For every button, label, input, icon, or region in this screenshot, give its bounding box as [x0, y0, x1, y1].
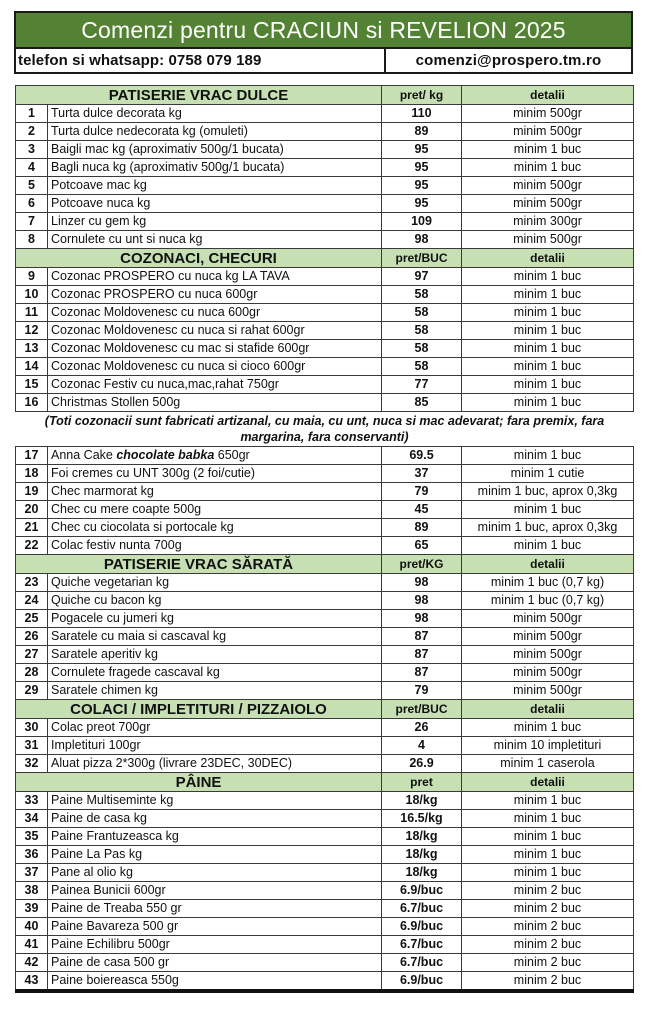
item-name: Cornulete fragede cascaval kg: [48, 664, 382, 682]
item-number: 5: [16, 177, 48, 195]
item-number: 25: [16, 610, 48, 628]
item-price: 45: [382, 501, 462, 519]
item-details: minim 1 buc: [462, 376, 634, 394]
item-details: minim 1 buc: [462, 537, 634, 555]
item-number: 19: [16, 483, 48, 501]
item-price: 65: [382, 537, 462, 555]
section-title: COZONACI, CHECURI: [16, 249, 382, 268]
item-name: Paine Bavareza 500 gr: [48, 918, 382, 936]
item-name: Saratele cu maia si cascaval kg: [48, 628, 382, 646]
section-header: [16, 249, 634, 268]
item-name: Potcoave nuca kg: [48, 195, 382, 213]
item-details: minim 2 buc: [462, 900, 634, 918]
item-price: 26: [382, 719, 462, 737]
table-row: [16, 574, 634, 592]
item-details: minim 1 buc: [462, 159, 634, 177]
item-number: 12: [16, 322, 48, 340]
item-details: minim 2 buc: [462, 936, 634, 954]
item-details: minim 500gr: [462, 177, 634, 195]
item-details: minim 1 buc: [462, 501, 634, 519]
item-price: 18/kg: [382, 792, 462, 810]
item-number: 22: [16, 537, 48, 555]
item-number: 8: [16, 231, 48, 249]
item-details: minim 1 buc: [462, 846, 634, 864]
section-header: [16, 555, 634, 574]
item-name: Paine de casa kg: [48, 810, 382, 828]
item-details: minim 500gr: [462, 682, 634, 700]
section-header: [16, 700, 634, 719]
item-price: 109: [382, 213, 462, 231]
table-row: [16, 394, 634, 412]
item-number: 10: [16, 286, 48, 304]
item-name-suffix: 650gr: [214, 448, 250, 462]
item-price: 26.9: [382, 755, 462, 773]
item-number: 38: [16, 882, 48, 900]
item-number: 14: [16, 358, 48, 376]
item-price: 98: [382, 574, 462, 592]
item-name: Potcoave mac kg: [48, 177, 382, 195]
item-name: Colac festiv nunta 700g: [48, 537, 382, 555]
item-number: 20: [16, 501, 48, 519]
item-details: minim 1 buc, aprox 0,3kg: [462, 519, 634, 537]
item-name: Christmas Stollen 500g: [48, 394, 382, 412]
table-row: [16, 501, 634, 519]
item-name: Paine Echilibru 500gr: [48, 936, 382, 954]
table-row: [16, 123, 634, 141]
item-details: minim 1 buc, aprox 0,3kg: [462, 483, 634, 501]
table-row: [16, 828, 634, 846]
price-column-header: pret/BUC: [382, 249, 462, 268]
item-details: minim 1 buc: [462, 286, 634, 304]
item-number: 3: [16, 141, 48, 159]
table-row: [16, 340, 634, 358]
item-price: 37: [382, 465, 462, 483]
item-number: 27: [16, 646, 48, 664]
details-column-header: detalii: [462, 773, 634, 792]
item-price: 6.7/buc: [382, 954, 462, 972]
item-price: 58: [382, 358, 462, 376]
item-name: Impletituri 100gr: [48, 737, 382, 755]
item-number: 28: [16, 664, 48, 682]
item-name: Saratele aperitiv kg: [48, 646, 382, 664]
item-price: 18/kg: [382, 864, 462, 882]
item-name: Cozonac Moldovenesc cu nuca si rahat 600gr: [48, 322, 382, 340]
table-row: [16, 882, 634, 900]
item-name: Cozonac PROSPERO cu nuca kg LA TAVA: [48, 268, 382, 286]
item-name: Paine La Pas kg: [48, 846, 382, 864]
item-name: Cozonac Festiv cu nuca,mac,rahat 750gr: [48, 376, 382, 394]
item-price: 6.9/buc: [382, 882, 462, 900]
item-name: Quiche cu bacon kg: [48, 592, 382, 610]
item-price: 58: [382, 286, 462, 304]
table-row: [16, 159, 634, 177]
item-details: minim 500gr: [462, 195, 634, 213]
table-row: [16, 792, 634, 810]
price-column-header: pret/KG: [382, 555, 462, 574]
section-title: PATISERIE VRAC DULCE: [16, 86, 382, 105]
item-number: 39: [16, 900, 48, 918]
item-details: minim 10 impletituri: [462, 737, 634, 755]
item-name: Chec cu mere coapte 500g: [48, 501, 382, 519]
item-price: 58: [382, 304, 462, 322]
item-name: Pogacele cu jumeri kg: [48, 610, 382, 628]
table-row: [16, 864, 634, 882]
table-row: [16, 322, 634, 340]
item-name: Saratele chimen kg: [48, 682, 382, 700]
table-row: [16, 105, 634, 123]
item-number: 35: [16, 828, 48, 846]
table-row: [16, 972, 634, 992]
item-details: minim 1 buc: [462, 792, 634, 810]
item-name: Cornulete cu unt si nuca kg: [48, 231, 382, 249]
item-price: 87: [382, 646, 462, 664]
item-name-prefix: Anna Cake: [51, 448, 117, 462]
item-number: 43: [16, 972, 48, 992]
table-row: [16, 592, 634, 610]
item-number: 26: [16, 628, 48, 646]
item-price: 6.7/buc: [382, 900, 462, 918]
item-number: 18: [16, 465, 48, 483]
table-row: [16, 537, 634, 555]
section-header: [16, 773, 634, 792]
item-details: minim 1 buc: [462, 394, 634, 412]
note-row: [16, 412, 634, 447]
details-column-header: detalii: [462, 555, 634, 574]
table-row: [16, 376, 634, 394]
item-name: Paine Frantuzeasca kg: [48, 828, 382, 846]
table-row: [16, 810, 634, 828]
item-details: minim 2 buc: [462, 954, 634, 972]
item-details: minim 500gr: [462, 105, 634, 123]
table-row: [16, 610, 634, 628]
item-details: minim 1 caserola: [462, 755, 634, 773]
table-row: [16, 628, 634, 646]
item-price: 95: [382, 159, 462, 177]
item-price: 85: [382, 394, 462, 412]
table-row: [16, 286, 634, 304]
table-row: [16, 195, 634, 213]
item-details: minim 500gr: [462, 628, 634, 646]
item-price: 79: [382, 682, 462, 700]
details-column-header: detalii: [462, 700, 634, 719]
section-title: PATISERIE VRAC SĂRATĂ: [16, 555, 382, 574]
page-title: Comenzi pentru CRACIUN si REVELION 2025: [14, 11, 633, 47]
item-details: minim 1 buc: [462, 719, 634, 737]
item-name: Pane al olio kg: [48, 864, 382, 882]
item-name: [48, 447, 382, 465]
item-number: 13: [16, 340, 48, 358]
table-row: [16, 719, 634, 737]
table-row: [16, 213, 634, 231]
item-number: 17: [16, 447, 48, 465]
table-row: [16, 737, 634, 755]
item-name: Quiche vegetarian kg: [48, 574, 382, 592]
item-details: minim 1 buc: [462, 340, 634, 358]
item-price: 4: [382, 737, 462, 755]
item-number: 15: [16, 376, 48, 394]
item-price: 89: [382, 123, 462, 141]
table-row: [16, 358, 634, 376]
item-number: 24: [16, 592, 48, 610]
item-details: minim 1 buc: [462, 268, 634, 286]
item-price: 89: [382, 519, 462, 537]
item-number: 1: [16, 105, 48, 123]
section-title: PÂINE: [16, 773, 382, 792]
table-row: [16, 936, 634, 954]
item-details: minim 1 buc: [462, 358, 634, 376]
item-details: minim 500gr: [462, 231, 634, 249]
details-column-header: detalii: [462, 249, 634, 268]
item-number: 7: [16, 213, 48, 231]
item-number: 37: [16, 864, 48, 882]
table-row: [16, 465, 634, 483]
item-name: Colac preot 700gr: [48, 719, 382, 737]
table-row: [16, 646, 634, 664]
item-price: 95: [382, 177, 462, 195]
item-number: 6: [16, 195, 48, 213]
item-details: minim 500gr: [462, 610, 634, 628]
item-number: 4: [16, 159, 48, 177]
item-details: minim 500gr: [462, 123, 634, 141]
item-name: Chec cu ciocolata si portocale kg: [48, 519, 382, 537]
email-contact[interactable]: comenzi@prospero.tm.ro: [415, 52, 602, 69]
item-details: minim 1 cutie: [462, 465, 634, 483]
table-row: [16, 231, 634, 249]
item-price: 69.5: [382, 447, 462, 465]
item-price: 18/kg: [382, 846, 462, 864]
item-name: Foi cremes cu UNT 300g (2 foi/cutie): [48, 465, 382, 483]
table-row: [16, 447, 634, 465]
item-number: 31: [16, 737, 48, 755]
item-price: 18/kg: [382, 828, 462, 846]
price-column-header: pret/ kg: [382, 86, 462, 105]
price-column-header: pret/BUC: [382, 700, 462, 719]
item-price: 98: [382, 610, 462, 628]
item-name: Cozonac Moldovenesc cu nuca si cioco 600gr: [48, 358, 382, 376]
section-header: [16, 86, 634, 105]
item-number: 2: [16, 123, 48, 141]
item-name: Turta dulce nedecorata kg (omuleti): [48, 123, 382, 141]
item-name: Cozonac PROSPERO cu nuca 600gr: [48, 286, 382, 304]
item-number: 29: [16, 682, 48, 700]
item-number: 32: [16, 755, 48, 773]
item-name: Chec marmorat kg: [48, 483, 382, 501]
item-name: Cozonac Moldovenesc cu nuca 600gr: [48, 304, 382, 322]
item-details: minim 500gr: [462, 664, 634, 682]
price-column-header: pret: [382, 773, 462, 792]
phone-contact: telefon si whatsapp: 0758 079 189: [16, 49, 386, 72]
item-name: Painea Bunicii 600gr: [48, 882, 382, 900]
item-price: 110: [382, 105, 462, 123]
table-row: [16, 519, 634, 537]
table-row: [16, 918, 634, 936]
item-price: 58: [382, 322, 462, 340]
item-details: minim 1 buc (0,7 kg): [462, 574, 634, 592]
item-number: 9: [16, 268, 48, 286]
item-price: 98: [382, 231, 462, 249]
table-row: [16, 755, 634, 773]
item-details: minim 1 buc (0,7 kg): [462, 592, 634, 610]
order-table: [15, 85, 634, 993]
item-details: minim 1 buc: [462, 828, 634, 846]
item-number: 41: [16, 936, 48, 954]
item-number: 40: [16, 918, 48, 936]
item-price: 98: [382, 592, 462, 610]
item-price: 87: [382, 628, 462, 646]
item-number: 21: [16, 519, 48, 537]
item-price: 6.9/buc: [382, 972, 462, 992]
item-name: Paine de Treaba 550 gr: [48, 900, 382, 918]
item-details: minim 500gr: [462, 646, 634, 664]
item-number: 36: [16, 846, 48, 864]
item-name: Linzer cu gem kg: [48, 213, 382, 231]
item-price: 6.7/buc: [382, 936, 462, 954]
item-name: Aluat pizza 2*300g (livrare 23DEC, 30DEC): [48, 755, 382, 773]
table-row: [16, 141, 634, 159]
item-details: minim 1 buc: [462, 447, 634, 465]
table-row: [16, 664, 634, 682]
section-note: (Toti cozonacii sunt fabricati artizanal, cu maia, cu unt, nuca si mac adevarat; fara premix, fara margarina, fara conservanti): [44, 414, 605, 444]
item-details: minim 1 buc: [462, 322, 634, 340]
item-name-emphasis: chocolate babka: [116, 448, 215, 462]
item-details: minim 2 buc: [462, 918, 634, 936]
item-name: Turta dulce decorata kg: [48, 105, 382, 123]
item-number: 23: [16, 574, 48, 592]
item-number: 30: [16, 719, 48, 737]
contact-row: [14, 47, 633, 74]
item-name: Paine boiereasca 550g: [48, 972, 382, 992]
table-row: [16, 483, 634, 501]
item-price: 77: [382, 376, 462, 394]
table-row: [16, 954, 634, 972]
item-price: 95: [382, 195, 462, 213]
item-number: 16: [16, 394, 48, 412]
item-details: minim 1 buc: [462, 864, 634, 882]
item-details: minim 2 buc: [462, 972, 634, 992]
table-row: [16, 682, 634, 700]
table-row: [16, 846, 634, 864]
item-price: 16.5/kg: [382, 810, 462, 828]
item-details: minim 1 buc: [462, 304, 634, 322]
item-name: Baigli mac kg (aproximativ 500g/1 bucata): [48, 141, 382, 159]
item-details: minim 1 buc: [462, 810, 634, 828]
item-name: Paine de casa 500 gr: [48, 954, 382, 972]
item-price: 95: [382, 141, 462, 159]
item-name: Paine Multiseminte kg: [48, 792, 382, 810]
item-details: minim 300gr: [462, 213, 634, 231]
item-price: 97: [382, 268, 462, 286]
item-details: minim 2 buc: [462, 882, 634, 900]
table-row: [16, 177, 634, 195]
item-name: Cozonac Moldovenesc cu mac si stafide 600gr: [48, 340, 382, 358]
item-name: Bagli nuca kg (aproximativ 500g/1 bucata): [48, 159, 382, 177]
item-price: 58: [382, 340, 462, 358]
item-details: minim 1 buc: [462, 141, 634, 159]
item-price: 87: [382, 664, 462, 682]
table-row: [16, 268, 634, 286]
item-price: 79: [382, 483, 462, 501]
item-number: 34: [16, 810, 48, 828]
item-price: 6.9/buc: [382, 918, 462, 936]
details-column-header: detalii: [462, 86, 634, 105]
item-number: 11: [16, 304, 48, 322]
table-row: [16, 900, 634, 918]
section-title: COLACI / IMPLETITURI / PIZZAIOLO: [16, 700, 382, 719]
item-number: 42: [16, 954, 48, 972]
table-row: [16, 304, 634, 322]
item-number: 33: [16, 792, 48, 810]
